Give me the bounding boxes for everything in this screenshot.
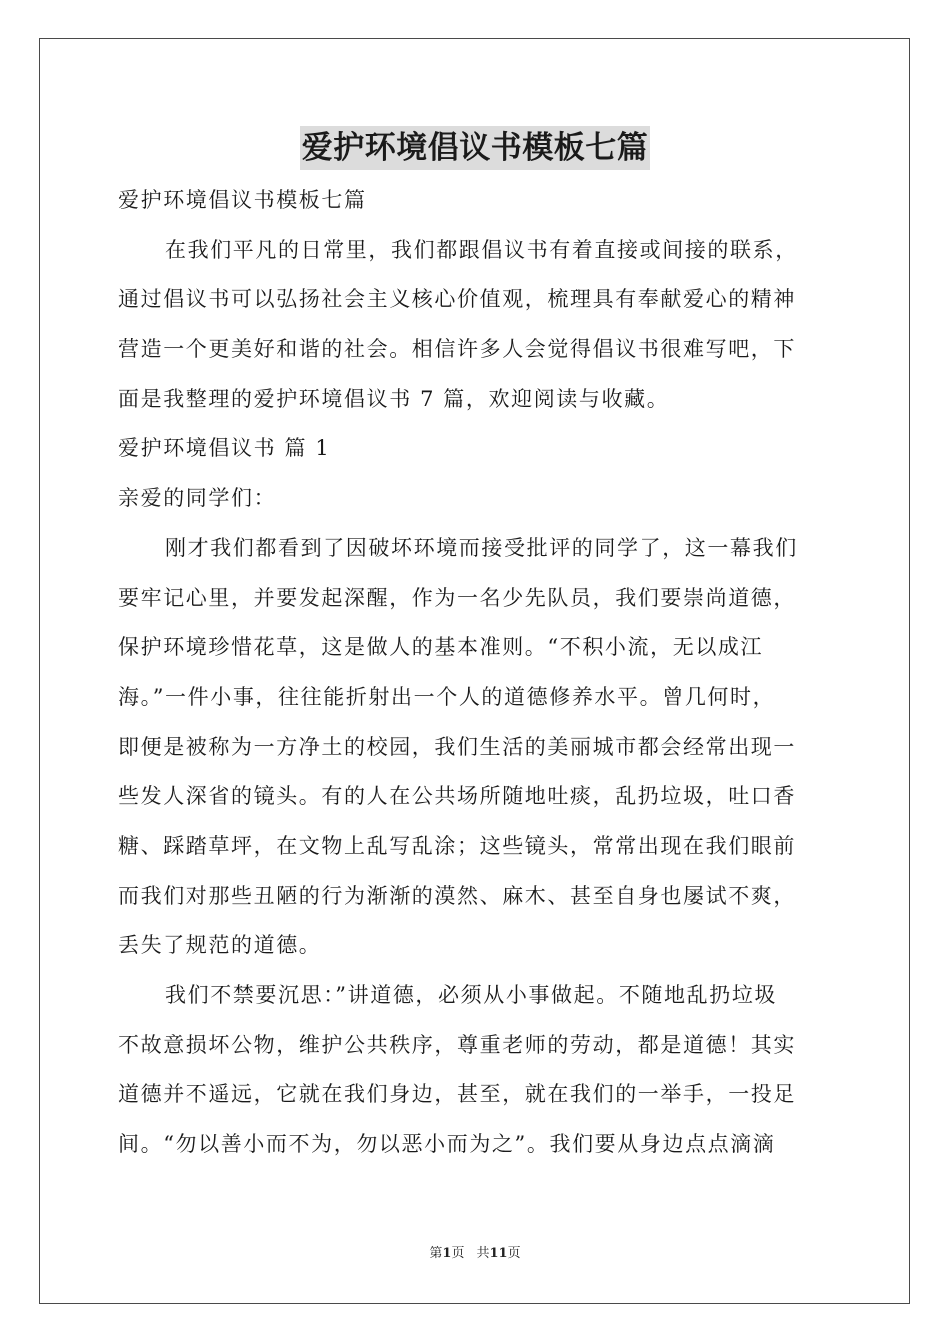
footer-page-prefix: 第 (429, 1246, 443, 1261)
text-line: 我们不禁要沉思：”讲道德，必须从小事做起。不随地乱扔垃圾 (165, 983, 778, 1007)
text-line: 不故意损坏公物，维护公共秩序，尊重老师的劳动，都是道德！其实 (118, 1032, 796, 1057)
text-line: 爱护环境倡议书模板七篇 (118, 188, 367, 212)
footer-total-suffix: 页 (507, 1246, 521, 1261)
text-line: 间。“勿以善小而不为，勿以恶小而为之”。我们要从身边点点滴滴 (118, 1132, 776, 1157)
text-line: 营造一个更美好和谐的社会。相信许多人会觉得倡议书很难写吧，下 (118, 337, 796, 362)
text-line: 丢失了规范的道德。 (118, 933, 322, 958)
text-line: 糖、踩踏草坪，在文物上乱写乱涂；这些镜头，常常出现在我们眼前 (118, 833, 796, 858)
footer-total-prefix: 共 (476, 1246, 490, 1261)
text-line: 些发人深省的镜头。有的人在公共场所随地吐痰，乱扔垃圾，吐口香 (118, 784, 796, 809)
footer-page-number: 1 (442, 1246, 452, 1261)
text-line: 刚才我们都看到了因破坏环境而接受批评的同学了，这一幕我们 (165, 535, 798, 560)
text-line: 保护环境珍惜花草，这是做人的基本准则。“不积小流，无以成江 (118, 635, 764, 660)
footer-page-suffix: 页 (451, 1246, 465, 1261)
document-title: 爱护环境倡议书模板七篇 (300, 126, 651, 170)
page-footer (0, 1244, 950, 1264)
text-line: 道德并不遥远，它就在我们身边，甚至，就在我们的一举手，一投足 (118, 1082, 796, 1107)
document-body (118, 176, 834, 1170)
text-line: 海。”一件小事，往往能折射出一个人的道德修养水平。曾几何时， (118, 684, 776, 709)
footer-total-number: 11 (489, 1246, 508, 1261)
text-line: 亲爱的同学们： (118, 486, 277, 511)
text-line: 而我们对那些丑陋的行为渐渐的漠然、麻木、甚至自身也屡试不爽， (118, 883, 796, 908)
text-line: 通过倡议书可以弘扬社会主义核心价值观，梳理具有奉献爱心的精神 (118, 287, 796, 312)
text-line: 在我们平凡的日常里，我们都跟倡议书有着直接或间接的联系， (165, 237, 798, 262)
text-line: 即便是被称为一方净土的校园，我们生活的美丽城市都会经常出现一 (118, 734, 796, 759)
text-line: 面是我整理的爱护环境倡议书 7 篇，欢迎阅读与收藏。 (118, 386, 670, 411)
title-wrap (0, 126, 950, 170)
text-line: 爱护环境倡议书 篇 1 (118, 436, 331, 461)
text-line: 要牢记心里，并要发起深醒，作为一名少先队员，我们要崇尚道德， (118, 585, 796, 610)
